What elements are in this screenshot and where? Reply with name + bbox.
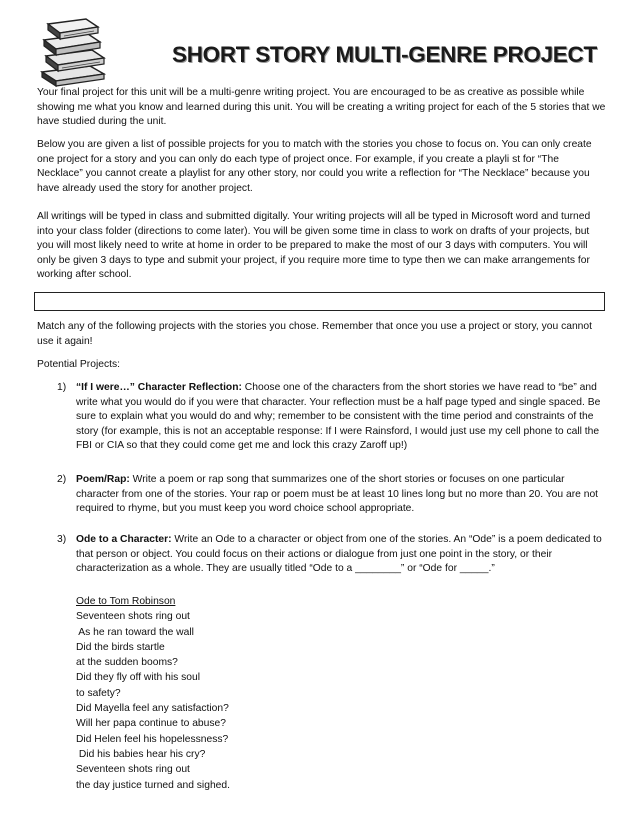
poem-line: Did Mayella feel any satisfaction?	[76, 703, 229, 715]
project-heading: Ode to a Character:	[76, 534, 172, 545]
intro-paragraph-3	[37, 210, 607, 283]
project-heading: “If I were…” Character Reflection:	[76, 382, 242, 393]
intro-paragraph-1	[37, 86, 607, 130]
project-description	[76, 473, 603, 517]
example-poem	[76, 594, 230, 793]
potential-projects-label	[37, 358, 607, 373]
project-number: 1)	[57, 382, 67, 393]
project-text: Write an Ode to a character or object from one of the stories. An “Ode” is a poem dedicated to that person or object. You could focus on their actions or dialogue from just one point in the story, or their characterization as a whole. They are usually titled “Ode to a ________” or “Ode for _____.”	[76, 534, 602, 575]
poem-line: to safety?	[76, 687, 121, 699]
project-description	[76, 533, 603, 577]
intro-paragraph-2	[37, 138, 607, 196]
page-title: SHORT STORY MULTI-GENRE PROJECT	[172, 42, 597, 67]
poem-line: the day justice turned and sighed.	[76, 779, 230, 791]
project-item	[57, 381, 603, 454]
poem-title: Ode to Tom Robinson	[76, 596, 176, 607]
project-text: Write a poem or rap song that summarizes one of the short stories or focuses on one particular character from one of the stories. Your rap or poem must be at least 10 lines long but no more than 20. You are not required to rhyme, but you must keep you word choice school appropriate.	[76, 474, 599, 515]
match-text: Match any of the following projects with the stories you chose. Remember that once you use a project or story, you cannot use it again!	[37, 321, 592, 347]
potential-label: Potential Projects:	[37, 359, 120, 370]
project-heading: Poem/Rap:	[76, 474, 130, 485]
poem-line: Did Helen feel his hopelessness?	[76, 733, 229, 745]
intro-text: Below you are given a list of possible projects for you to match with the stories you chose to focus on. You can only create one project for a story and you can only do each type of project once. For example, if you create a playli st for “The Necklace” you cannot create a playlist for any other story, nor could you write a reflection for “The Necklace” because you have already used the story for another project.	[37, 139, 592, 194]
poem-line: Did they fly off with his soul	[76, 672, 201, 684]
project-description	[76, 381, 603, 454]
project-number: 3)	[57, 534, 67, 545]
poem-line: at the sudden booms?	[76, 657, 178, 669]
poem-line: As he ran toward the wall	[76, 626, 194, 638]
divider-box	[34, 292, 605, 311]
poem-line: Did the birds startle	[76, 641, 165, 653]
poem-line: Did his babies hear his cry?	[76, 748, 206, 760]
poem-line: Seventeen shots ring out	[76, 611, 190, 623]
match-instructions	[37, 320, 607, 349]
poem-line: Will her papa continue to abuse?	[76, 718, 226, 730]
project-text: Choose one of the characters from the short stories we have read to “be” and write what you would do if you were that character. Your reflection must be a half page typed and single spaced. Be sure to explain what you would do and why; remember to be consistent with the time period and constraints of the story (for example, this is not an acceptable response: If I were Rainsford, I would just use my cell phone to call the FBI or CIA so that they could come get me and lock this crazy Zaroff up!)	[76, 382, 601, 452]
intro-text: Your final project for this unit will be a multi-genre writing project. You are encouraged to be as creative as possible while showing me what you know and learned during this unit. You will be creating a writing project for each of the 5 stories that we have studied during the unit.	[37, 87, 606, 128]
intro-text: All writings will be typed in class and submitted digitally. Your writing projects will all be typed in Microsoft word and turned into your class folder (directions to come later). You will be given some time in class to work on drafts of your projects, but you will most likely need to write at home in order to be prepared to make the most of our 3 days with computers. You will only be given 3 days to type and submit your project, if you require more time to type then we can make arrangements for working after school.	[37, 211, 591, 281]
project-item	[57, 533, 603, 577]
book-stack-icon	[38, 14, 108, 88]
project-number: 2)	[57, 474, 67, 485]
poem-line: Seventeen shots ring out	[76, 764, 190, 776]
project-item	[57, 473, 603, 517]
